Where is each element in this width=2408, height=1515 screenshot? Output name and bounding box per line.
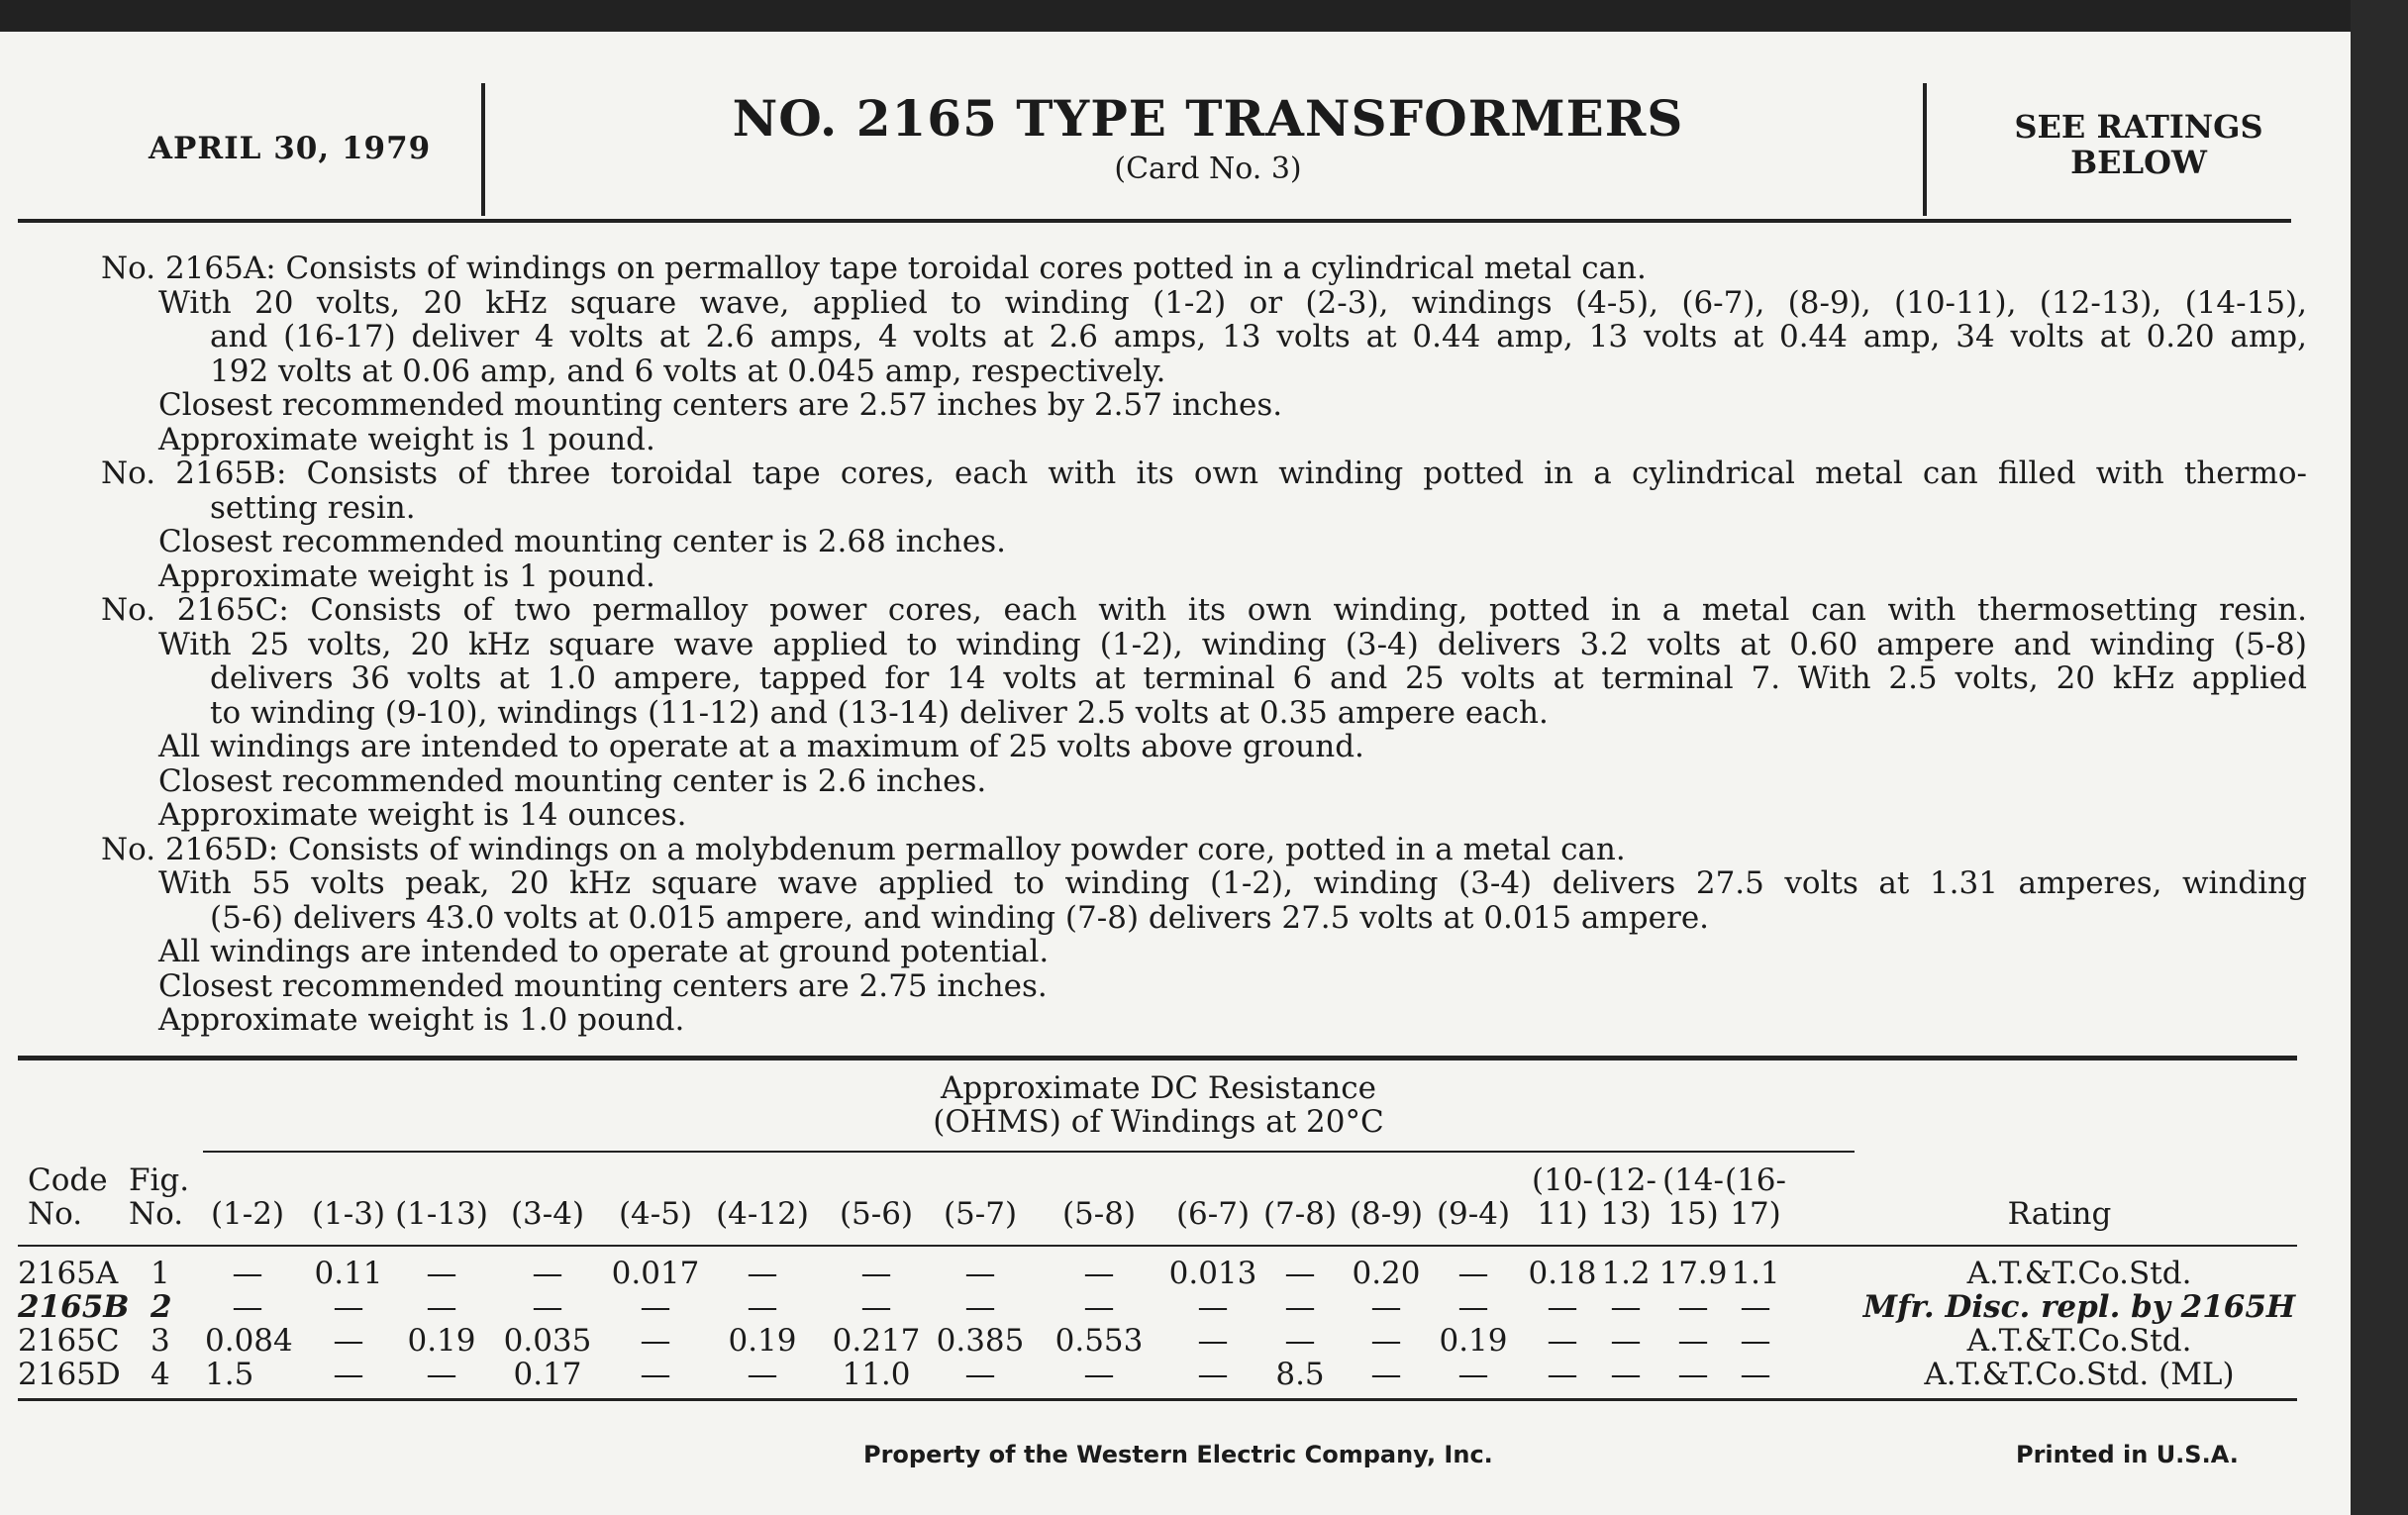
winding-col-header: (16- <box>1724 1162 1786 1198</box>
table-cell: — <box>747 1256 778 1291</box>
table-cell: 11.0 <box>842 1357 911 1392</box>
table-cell: 0.553 <box>1054 1323 1144 1359</box>
ratings-note <box>1941 109 2337 180</box>
table-cell: — <box>1547 1323 1578 1359</box>
table-cell: — <box>1083 1357 1115 1392</box>
text-line: setting resin. <box>210 489 416 526</box>
table-cell: 0.19 <box>728 1323 797 1359</box>
text-line: 192 volts at 0.06 amp, and 6 volts at 0.045 amp, respectively. <box>210 353 1166 389</box>
table-cell: 0.084 <box>205 1323 293 1359</box>
text-line: Approximate weight is 1 pound. <box>158 557 655 594</box>
text-line: (5-6) delivers 43.0 volts at 0.015 ampere, and winding (7-8) delivers 27.5 volts at 0.015 ampere. <box>210 899 1710 936</box>
winding-col-header: (1-3) <box>311 1196 386 1232</box>
winding-col-header: (9-4) <box>1436 1196 1511 1232</box>
table-cell: — <box>1083 1289 1115 1325</box>
table-cell: 8.5 <box>1275 1357 1325 1392</box>
table-cell: — <box>532 1256 563 1291</box>
text-line: Approximate weight is 1.0 pound. <box>158 1002 685 1038</box>
table-cell: — <box>747 1289 778 1325</box>
table-cell: — <box>964 1357 996 1392</box>
table-cell: — <box>1610 1357 1642 1392</box>
table-cell: 0.035 <box>503 1323 592 1359</box>
table-cell: — <box>426 1256 457 1291</box>
col-code-header: Code <box>28 1162 108 1198</box>
col-code-header: No. <box>28 1196 83 1232</box>
table-cell: — <box>1740 1289 1771 1325</box>
text-line: All windings are intended to operate at a maximum of 25 volts above ground. <box>158 729 1364 764</box>
table-cell: — <box>426 1357 457 1392</box>
winding-col-header: 17) <box>1730 1196 1781 1232</box>
table-cell: 0.19 <box>1439 1323 1508 1359</box>
table-cell: — <box>1457 1256 1489 1291</box>
table-top-rule <box>18 1056 2297 1060</box>
table-cell: 0.17 <box>513 1357 582 1392</box>
text-line: Closest recommended mounting centers are 2.57 inches by 2.57 inches. <box>158 387 1283 423</box>
table-cell: — <box>640 1289 671 1325</box>
table-cell: — <box>532 1289 563 1325</box>
table-cell: — <box>1677 1357 1709 1392</box>
text-line: With 55 volts peak, 20 kHz square wave applied to winding (1-2), winding (3-4) delivers 27.5 volts at 1.31 amperes, winding <box>158 866 2307 900</box>
text-line: No. 2165D: Consists of windings on a molybdenum permalloy powder core, potted in a metal can. <box>101 831 1626 867</box>
table-cell: — <box>232 1256 263 1291</box>
winding-col-header: (3-4) <box>510 1196 585 1232</box>
table-cell: — <box>1197 1323 1229 1359</box>
table-row-code: 2165D <box>18 1357 121 1392</box>
footer-property: Property of the Western Electric Company, Inc. <box>863 1441 1493 1468</box>
table-row-code: 2165A <box>18 1256 119 1291</box>
table-cell: — <box>1370 1289 1402 1325</box>
group-header-line-1: Approximate DC Resistance <box>941 1070 1376 1106</box>
table-cell: — <box>1610 1289 1642 1325</box>
winding-col-header: (4-5) <box>618 1196 693 1232</box>
header-rule <box>18 219 2291 223</box>
table-row-rating: A.T.&T.Co.Std. (ML) <box>1924 1357 2235 1392</box>
table-cell: — <box>1547 1357 1578 1392</box>
table-cell: 0.20 <box>1352 1256 1421 1291</box>
table-cell: — <box>747 1357 778 1392</box>
winding-col-header: (5-8) <box>1061 1196 1137 1232</box>
table-cell: — <box>1370 1357 1402 1392</box>
table-cell: — <box>1610 1323 1642 1359</box>
table-cell: — <box>333 1289 364 1325</box>
table-cell: — <box>426 1289 457 1325</box>
table-cell: — <box>1284 1289 1316 1325</box>
table-row-code: 2165C <box>18 1323 120 1359</box>
table-cell: — <box>860 1289 892 1325</box>
text-line: Closest recommended mounting center is 2.68 inches. <box>158 524 1006 559</box>
table-row-fig: 1 <box>150 1256 170 1291</box>
table-cell: — <box>1740 1357 1771 1392</box>
winding-col-header: (5-6) <box>839 1196 914 1232</box>
col-fig-header: No. <box>129 1196 184 1232</box>
table-cell: — <box>232 1289 263 1325</box>
footer-printed: Printed in U.S.A. <box>2016 1441 2239 1468</box>
table-row-rating: A.T.&T.Co.Std. <box>1966 1323 2192 1359</box>
text-line: No. 2165B: Consists of three toroidal tape cores, each with its own winding potted in a cylindrical metal can filled with thermo- <box>101 456 2307 490</box>
page-title: NO. 2165 TYPE TRANSFORMERS <box>732 89 1684 148</box>
table-cell: — <box>860 1256 892 1291</box>
table-cell: — <box>640 1357 671 1392</box>
table-cell: — <box>1547 1289 1578 1325</box>
table-row-fig: 3 <box>150 1323 170 1359</box>
text-line: Closest recommended mounting center is 2.6 inches. <box>158 762 987 799</box>
winding-col-header: 11) <box>1537 1196 1588 1232</box>
winding-col-header: (7-8) <box>1262 1196 1338 1232</box>
winding-col-header: (14- <box>1661 1162 1724 1198</box>
table-cell: — <box>1457 1289 1489 1325</box>
table-cell: 0.013 <box>1168 1256 1257 1291</box>
winding-col-header: (6-7) <box>1175 1196 1251 1232</box>
table-cell: 0.217 <box>832 1323 921 1359</box>
winding-col-header: (4-12) <box>716 1196 809 1232</box>
text-line: Approximate weight is 14 ounces. <box>158 797 687 833</box>
table-cell: 1.1 <box>1731 1256 1780 1291</box>
text-line: All windings are intended to operate at ground potential. <box>158 934 1050 969</box>
text-line: With 25 volts, 20 kHz square wave applied to winding (1-2), winding (3-4) delivers 3.2 volts at 0.60 ampere and winding (5-8) <box>158 627 2307 661</box>
winding-col-header: 15) <box>1667 1196 1719 1232</box>
text-line: With 20 volts, 20 kHz square wave, applied to winding (1-2) or (2-3), windings (4-5), (6-7), (8-9), (10-11), (12-13), (14-15), <box>158 285 2307 320</box>
winding-col-header: 13) <box>1600 1196 1652 1232</box>
table-cell: — <box>1370 1323 1402 1359</box>
table-cell: 0.18 <box>1528 1256 1597 1291</box>
table-cell: — <box>1677 1323 1709 1359</box>
winding-col-header: (8-9) <box>1349 1196 1424 1232</box>
table-cell: — <box>1457 1357 1489 1392</box>
table-bottom-rule <box>18 1398 2297 1401</box>
text-line: delivers 36 volts at 1.0 ampere, tapped for 14 volts at terminal 6 and 25 volts at terminal 7. With 2.5 volts, 20 kHz applied <box>210 661 2307 695</box>
table-cell: 1.5 <box>205 1357 254 1392</box>
card-date: APRIL 30, 1979 <box>149 131 432 166</box>
ratings-line-1: SEE RATINGS <box>2014 108 2263 146</box>
table-cell: 1.2 <box>1601 1256 1651 1291</box>
table-cell: 0.19 <box>407 1323 476 1359</box>
winding-col-header: (1-13) <box>395 1196 488 1232</box>
table-row-rating: Mfr. Disc. repl. by 2165H <box>1862 1289 2296 1325</box>
table-cell: 17.9 <box>1658 1256 1728 1291</box>
group-header-line-2: (OHMS) of Windings at 20°C <box>933 1104 1384 1140</box>
text-line: Closest recommended mounting centers are 2.75 inches. <box>158 967 1048 1004</box>
table-head-rule <box>18 1245 2297 1247</box>
table-cell: 0.11 <box>314 1256 383 1291</box>
text-line: No. 2165A: Consists of windings on permalloy tape toroidal cores potted in a cylindrical metal can. <box>101 251 1647 286</box>
table-row-fig: 2 <box>150 1289 172 1325</box>
table-cell: 0.017 <box>611 1256 700 1291</box>
col-fig-header: Fig. <box>129 1162 190 1198</box>
table-cell: 0.385 <box>936 1323 1025 1359</box>
group-header-rule <box>203 1151 1855 1153</box>
scan-right-edge <box>2351 0 2408 1515</box>
table-cell: — <box>1677 1289 1709 1325</box>
header-divider-right <box>1923 83 1927 216</box>
card-number: (Card No. 3) <box>1114 152 1302 186</box>
ratings-line-2: BELOW <box>2070 144 2207 181</box>
table-cell: — <box>964 1256 996 1291</box>
table-cell: — <box>640 1323 671 1359</box>
text-line: Approximate weight is 1 pound. <box>158 421 655 457</box>
table-cell: — <box>1083 1256 1115 1291</box>
table-cell: — <box>333 1323 364 1359</box>
winding-col-header: (5-7) <box>943 1196 1018 1232</box>
table-row-rating: A.T.&T.Co.Std. <box>1966 1256 2192 1291</box>
winding-col-header: (12- <box>1594 1162 1656 1198</box>
table-row-code: 2165B <box>18 1289 130 1325</box>
text-line: to winding (9-10), windings (11-12) and (13-14) deliver 2.5 volts at 0.35 ampere each. <box>210 694 1549 731</box>
table-cell: — <box>1284 1256 1316 1291</box>
col-rating-header: Rating <box>2007 1196 2112 1232</box>
text-line: No. 2165C: Consists of two permalloy power cores, each with its own winding, potted in a metal can with thermosetting resin. <box>101 593 2307 627</box>
table-cell: — <box>1284 1323 1316 1359</box>
table-row-fig: 4 <box>150 1357 170 1392</box>
table-cell: — <box>1197 1357 1229 1392</box>
table-cell: — <box>964 1289 996 1325</box>
winding-col-header: (10- <box>1531 1162 1593 1198</box>
text-line: and (16-17) deliver 4 volts at 2.6 amps, 4 volts at 2.6 amps, 13 volts at 0.44 amp, 13 volts at 0.44 amp, 34 volts at 0.20 amp, <box>210 320 2307 354</box>
resistance-group-header <box>852 1071 1465 1139</box>
table-cell: — <box>333 1357 364 1392</box>
winding-col-header: (1-2) <box>210 1196 285 1232</box>
table-cell: — <box>1740 1323 1771 1359</box>
table-cell: — <box>1197 1289 1229 1325</box>
